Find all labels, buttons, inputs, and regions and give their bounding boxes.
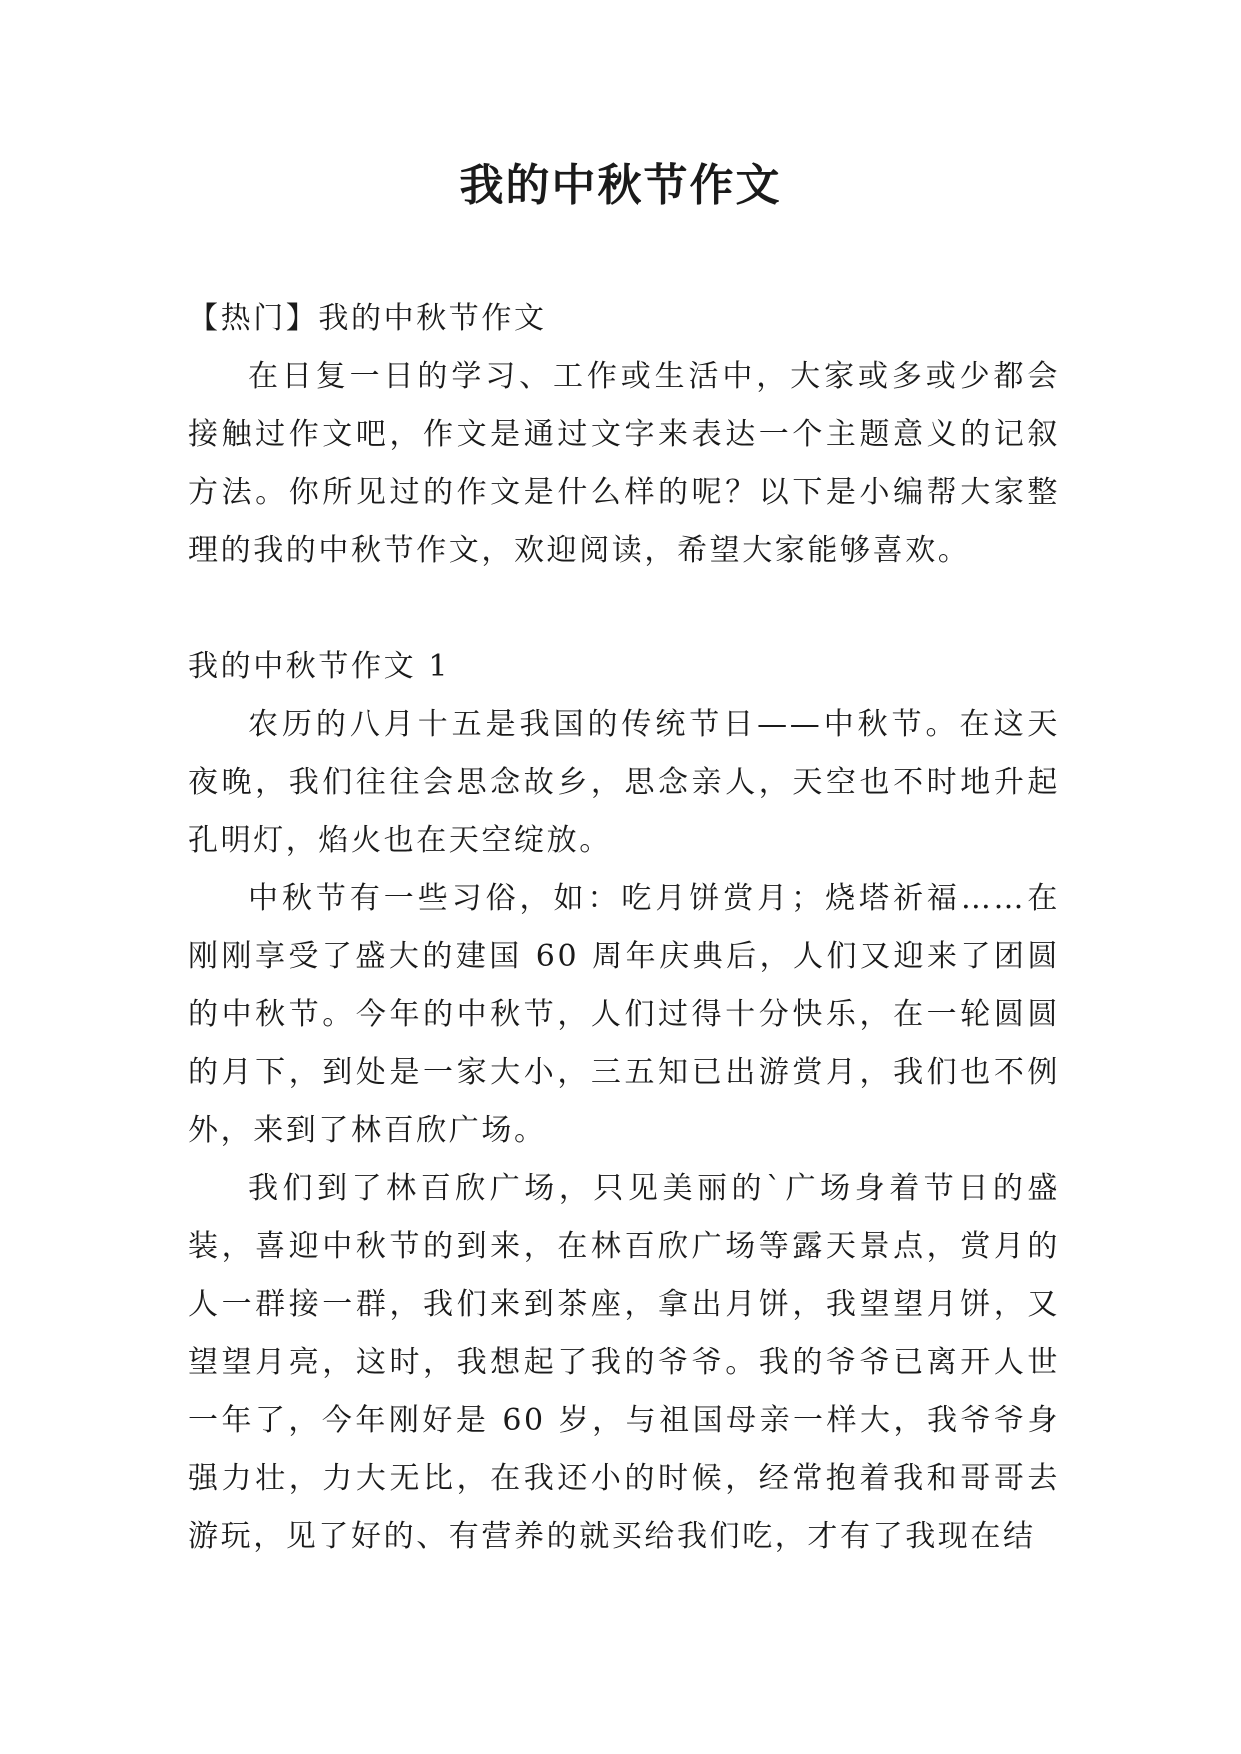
essay-paragraph: 中秋节有一些习俗，如：吃月饼赏月；烧塔祈福……在刚刚享受了盛大的建国 60 周年庆典后，人们又迎来了团圆的中秋节。今年的中秋节，人们过得十分快乐，在一轮圆圆的月下，到处是一家大小，三五知已出游赏月，我们也不例外，来到了林百欣广场。 [188, 881, 1060, 1148]
document-body [188, 290, 1060, 1566]
essay-heading: 我的中秋节作文 1 [188, 649, 451, 684]
essay-paragraph: 我们到了林百欣广场，只见美丽的`广场身着节日的盛装，喜迎中秋节的到来，在林百欣广场等露天景点，赏月的人一群接一群，我们来到茶座，拿出月饼，我望望月饼，又望望月亮，这时，我想起了我的爷爷。我的爷爷已离开人世一年了，今年刚好是 60 岁，与祖国母亲一样大，我爷爷身强力壮，力大无比，在我还小的时候，经常抱着我和哥哥去游玩，见了好的、有营养的就买给我们吃，才有了我现在结 [188, 1171, 1060, 1554]
intro-paragraph: 在日复一日的学习、工作或生活中，大家或多或少都会接触过作文吧，作文是通过文字来表达一个主题意义的记叙方法。你所见过的作文是什么样的呢？以下是小编帮大家整理的我的中秋节作文，欢迎阅读，希望大家能够喜欢。 [188, 359, 1060, 568]
document-title: 我的中秋节作文 [459, 160, 782, 211]
essay-paragraph: 农历的八月十五是我国的传统节日——中秋节。在这天夜晚，我们往往会思念故乡，思念亲人，天空也不时地升起孔明灯，焰火也在天空绽放。 [188, 707, 1060, 858]
section-spacer [188, 580, 1060, 638]
intro-heading: 【热门】我的中秋节作文 [188, 301, 547, 336]
